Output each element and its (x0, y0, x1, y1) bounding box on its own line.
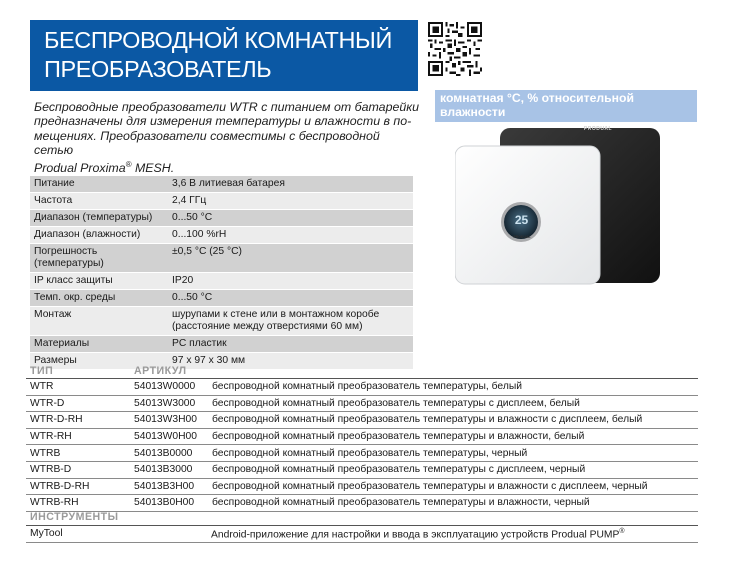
product-type: WTRB-D-RH (26, 478, 130, 495)
table-row (26, 478, 698, 495)
room-transmitter-image (455, 126, 680, 286)
tools-row (26, 527, 698, 543)
tool-description: Android-приложение для настройки и ввода в эксплуатацию устройств Produal PUMP® (211, 528, 625, 541)
product-description-cell: беспроводной комнатный преобразователь температуры с дисплеем, черный (208, 461, 698, 478)
table-row (26, 445, 698, 462)
tools-divider (26, 525, 698, 526)
spec-key: Частота (30, 193, 168, 210)
description-line: мещениях. Преобразователи совместимы с беспроводной сетью (34, 128, 380, 158)
spec-value: шурупами к стене или в монтажном коробе (расстояние между отверстиями 60 мм) (168, 307, 413, 336)
product-description-cell: беспроводной комнатный преобразователь температуры с дисплеем, белый (208, 395, 698, 412)
title-line-1: БЕСПРОВОДНОЙ КОМНАТНЫЙ (44, 27, 392, 53)
product-type: WTR-RH (26, 428, 130, 445)
product-article: 54013B3H00 (130, 478, 208, 495)
table-row (26, 461, 698, 478)
products-table (26, 363, 698, 512)
spec-value: ±0,5 °С (25 °С) (168, 244, 413, 273)
product-description-cell: беспроводной комнатный преобразователь температуры и влажности, белый (208, 428, 698, 445)
table-row (26, 428, 698, 445)
spec-value: 0...50 °С (168, 290, 413, 307)
product-type: WTR (26, 379, 130, 396)
brand-label-back: PRODUAL (583, 126, 613, 132)
spec-value: 2,4 ГГц (168, 193, 413, 210)
table-row (26, 495, 698, 512)
spec-value: 3,6 В литиевая батарея (168, 176, 413, 193)
qr-code-icon (428, 22, 482, 76)
spec-key: Диапазон (влажности) (30, 227, 168, 244)
tool-name: MyTool (30, 528, 63, 539)
description-line: предназначены для измерения температуры и влажности в по- (34, 114, 412, 129)
table-row (26, 379, 698, 396)
column-header-type: ТИП (26, 363, 130, 379)
spec-value: PC пластик (168, 336, 413, 353)
spec-key: Питание (30, 176, 168, 193)
tools-heading: ИНСТРУМЕНТЫ (30, 511, 119, 523)
spec-key: Размеры (30, 353, 168, 370)
spec-key: Темп. окр. среды (30, 290, 168, 307)
spec-key: IP класс защиты (30, 273, 168, 290)
spec-row (30, 290, 413, 307)
spec-value: 0...100 %rH (168, 227, 413, 244)
spec-row (30, 244, 413, 273)
product-article: 54013W0H00 (130, 428, 208, 445)
display-temperature: 25 (514, 213, 529, 227)
device-photo (455, 126, 680, 286)
product-article: 54013B0H00 (130, 495, 208, 512)
product-description (34, 100, 419, 175)
title-banner (30, 20, 418, 91)
spec-key: Погрешность (температуры) (30, 244, 168, 273)
products-header-row (26, 363, 698, 379)
brand-label-front: PRODUAL (513, 235, 531, 239)
spec-key: Монтаж (30, 307, 168, 336)
category-banner (435, 90, 697, 122)
table-row (26, 395, 698, 412)
spec-key: Диапазон (температуры) (30, 210, 168, 227)
spec-row (30, 193, 413, 210)
description-line: Беспроводные преобразователи WTR с питанием от батарейки (34, 100, 419, 114)
spec-row (30, 307, 413, 336)
product-article: 54013B0000 (130, 445, 208, 462)
product-type: WTRB (26, 445, 130, 462)
product-description-cell: беспроводной комнатный преобразователь температуры, черный (208, 445, 698, 462)
product-article: 54013W3H00 (130, 412, 208, 429)
table-row (26, 412, 698, 429)
spec-row (30, 273, 413, 290)
spec-key: Материалы (30, 336, 168, 353)
product-article: 54013W0000 (130, 379, 208, 396)
spec-value: 97 x 97 x 30 мм (168, 353, 413, 370)
product-type: WTR-D-RH (26, 412, 130, 429)
spec-row (30, 227, 413, 244)
product-description-cell: беспроводной комнатный преобразователь температуры и влажности с дисплеем, белый (208, 412, 698, 429)
product-description-cell: беспроводной комнатный преобразователь температуры и влажности с дисплеем, черный (208, 478, 698, 495)
product-type: WTRB-D (26, 461, 130, 478)
spec-row (30, 176, 413, 193)
column-header-article: АРТИКУЛ (130, 363, 208, 379)
spec-row (30, 336, 413, 353)
column-header-description (208, 363, 698, 379)
spec-row (30, 210, 413, 227)
product-type: WTRB-RH (26, 495, 130, 512)
product-type: WTR-D (26, 395, 130, 412)
spec-value: IP20 (168, 273, 413, 290)
title-line-2: ПРЕОБРАЗОВАТЕЛЬ (44, 56, 272, 82)
description-line: Produal Proxima® MESH. (34, 159, 175, 175)
product-description-cell: беспроводной комнатный преобразователь температуры и влажности, черный (208, 495, 698, 512)
product-article: 54013W3000 (130, 395, 208, 412)
category-label: комнатная °С, % относительной влажности (440, 91, 634, 119)
product-description-cell: беспроводной комнатный преобразователь температуры, белый (208, 379, 698, 396)
product-article: 54013B3000 (130, 461, 208, 478)
spec-value: 0...50 °С (168, 210, 413, 227)
specs-table (30, 176, 413, 370)
